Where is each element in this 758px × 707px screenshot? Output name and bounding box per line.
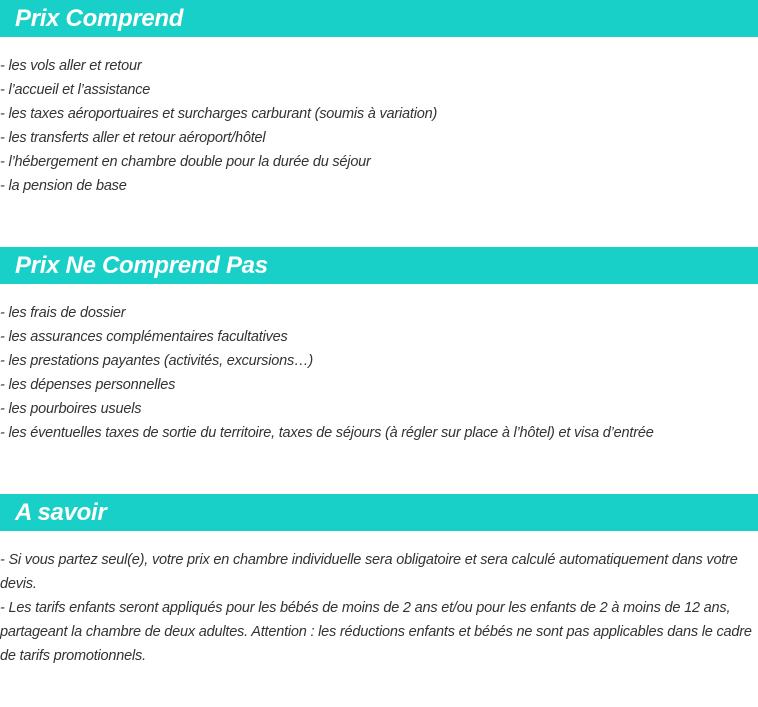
info-list [0,548,758,668]
section-title-prix-ne-comprend-pas: Prix Ne Comprend Pas [0,247,758,284]
list-item: - les pourboires usuels [0,401,142,417]
list-item: - la pension de base [0,178,127,194]
section-title-a-savoir: A savoir [0,494,758,531]
list-item: - l’hébergement en chambre double pour la durée du séjour [0,154,371,170]
section-title-prix-comprend: Prix Comprend [0,0,758,37]
list-item: - les assurances complémentaires facultatives [0,329,288,345]
list-item: - les taxes aéroportuaires et surcharges carburant (soumis à variation) [0,106,438,122]
list-item: - les éventuelles taxes de sortie du territoire, taxes de séjours (à régler sur place à l’hôtel) et visa d’entrée [0,425,654,441]
excluded-list [0,301,758,445]
list-item: - les vols aller et retour [0,58,142,74]
list-item: - les frais de dossier [0,305,126,321]
list-item: - les prestations payantes (activités, excursions…) [0,353,313,369]
info-paragraph: - Si vous partez seul(e), votre prix en chambre individuelle sera obligatoire et sera calculé automatiquement dans votre devis. [0,552,738,592]
list-item: - les transferts aller et retour aéroport/hôtel [0,130,266,146]
list-item: - les dépenses personnelles [0,377,176,393]
included-list [0,54,758,198]
info-paragraph: - Les tarifs enfants seront appliqués pour les bébés de moins de 2 ans et/ou pour les enfants de 2 à moins de 12 ans, partageant la chambre de deux adultes. Attention : les réductions enfants et bébés ne sont pas applicables dans le cadre de tarifs promotionnels. [0,600,752,664]
list-item: - l’accueil et l’assistance [0,82,151,98]
